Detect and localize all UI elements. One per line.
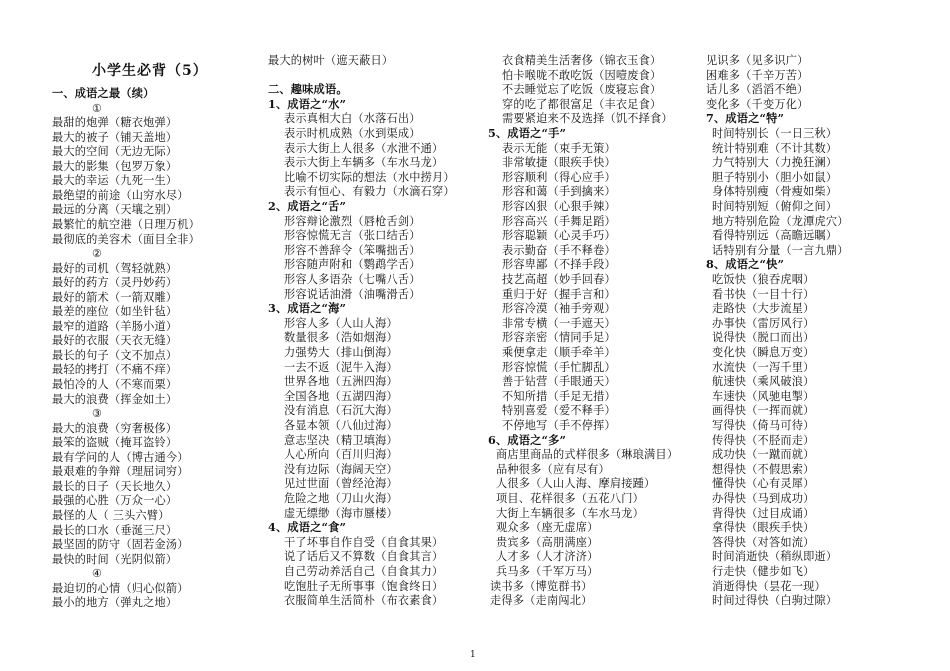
idiom-line: 走路快（大步流星）: [712, 302, 815, 316]
idiom-line: 形容顺利（得心应手）: [502, 170, 616, 184]
idiom-line: 意志坚决（精卫填海）: [284, 433, 398, 447]
idiom-line: 最绝望的前途（山穷水尽）: [52, 188, 189, 202]
idiom-line: 最大的空间（无边无际）: [52, 145, 178, 159]
idiom-line: 变化快（瞬息万变）: [712, 346, 815, 359]
section-heading: 2、成语之“舌”: [268, 199, 347, 213]
idiom-line: 最大的被子（铺天盖地）: [52, 130, 178, 144]
idiom-line: 力气特别大（力挽狂澜）: [712, 156, 838, 170]
idiom-line: 说了话后又不算数（自食其言）: [284, 550, 444, 564]
idiom-line: 最远的分离（天壤之别）: [52, 203, 178, 217]
idiom-line: 没有消息（石沉大海）: [284, 404, 398, 418]
idiom-line: 需要紧迫来不及选择（饥不择食）: [502, 112, 673, 126]
idiom-line: 表示大街上车辆多（车水马龙）: [284, 156, 444, 170]
idiom-line: 最好的司机（驾轻就熟）: [52, 261, 178, 275]
section-heading: 6、成语之“多”: [488, 432, 567, 447]
idiom-line: 力强势大（排山倒海）: [284, 346, 398, 359]
idiom-line: 最艰难的争辩（理屈词穷）: [52, 465, 189, 479]
idiom-line: 变化多（千变万化）: [706, 97, 809, 111]
idiom-line: 形容亲密（情同手足）: [502, 331, 616, 345]
idiom-line: 表示勤奋（手不释卷）: [502, 243, 616, 257]
section-heading: 5、成语之“手”: [488, 126, 567, 140]
idiom-line: 没有边际（海阔天空）: [284, 462, 398, 476]
idiom-line: 见识多（见多识广）: [706, 54, 809, 67]
idiom-line: 最怪的人（ 三头六臂）: [52, 508, 170, 522]
idiom-line: 看得特别远（高瞻远瞩）: [712, 229, 838, 243]
idiom-line: 最大的幸运（九死一生）: [52, 174, 178, 188]
idiom-line: 形容人多（人山人海）: [284, 316, 398, 330]
idiom-line: 最大的树叶（遮天蔽日）: [268, 54, 394, 67]
page-title: 小学生必背（5）: [92, 63, 208, 79]
section-heading: 4、成语之“食”: [268, 520, 347, 535]
idiom-line: 穿的吃了都很富足（丰衣足食）: [502, 97, 662, 111]
idiom-line: 最甜的炮弹（糖衣炮弹）: [52, 116, 178, 130]
idiom-line: 怕卡喉咙不敢吃饭（因噎废食）: [502, 68, 662, 82]
idiom-line: 形容惊慌无言（张口结舌）: [284, 229, 421, 243]
idiom-line: 懂得快（心有灵犀）: [712, 477, 815, 491]
idiom-line: 统计特别难（不计其数）: [712, 141, 838, 155]
idiom-line: 表示大街上人很多（水泄不通）: [284, 141, 444, 155]
idiom-line: 兵马多（千军万马）: [496, 565, 599, 578]
idiom-line: 衣食精美生活奢侈（锦衣玉食）: [502, 54, 662, 67]
idiom-line: 车速快（风驰电掣）: [712, 389, 815, 403]
idiom-line: 人才多（人才济济）: [496, 550, 599, 564]
idiom-line: 吃饭快（狼吞虎咽）: [712, 273, 815, 286]
idiom-line: 形容惊慌（手忙脚乱）: [502, 360, 616, 374]
idiom-line: 一去不返（泥牛入海）: [284, 360, 398, 374]
group-marker: ①: [92, 101, 103, 115]
group-marker: ④: [92, 567, 103, 581]
idiom-line: 最好的药方（灵丹妙药）: [52, 276, 178, 290]
idiom-line: 话特别有分量（一言九鼎）: [712, 243, 849, 257]
idiom-line: 项目、花样很多（五花八门）: [496, 492, 645, 505]
idiom-line: 贵宾多（高朋满座）: [496, 535, 599, 549]
idiom-line: 虚无缥缈（海市蜃楼）: [284, 506, 398, 520]
idiom-line: 走得多（走南闯北）: [490, 594, 593, 608]
idiom-line: 不去睡觉忘了吃饭（废寝忘食）: [502, 83, 662, 97]
idiom-line: 吃饱肚子无所事事（饱食终日）: [284, 579, 444, 593]
idiom-line: 水流快（一泻千里）: [712, 360, 815, 374]
idiom-line: 时间特别短（俯仰之间）: [712, 200, 838, 213]
idiom-line: 形容人多语杂（七嘴八舌）: [284, 273, 421, 286]
idiom-line: 成功快（一蹴而就）: [712, 448, 815, 462]
idiom-line: 最有学问的人（博古通今）: [52, 450, 189, 464]
section-heading: 一、成语之最（续）: [52, 86, 155, 100]
idiom-line: 读书多（博览群书）: [490, 579, 593, 593]
group-marker: ②: [92, 247, 103, 261]
idiom-line: 非常敏捷（眼疾手快）: [502, 156, 616, 170]
idiom-line: 形容凶狠（心狠手辣）: [502, 200, 616, 213]
idiom-line: 困难多（千辛万苦）: [706, 68, 809, 82]
idiom-line: 最快的时间（光阴似箭）: [52, 552, 178, 566]
idiom-line: 形容聪颖（心灵手巧）: [502, 229, 616, 243]
idiom-line: 自己劳动养活自己（自食其力）: [284, 565, 444, 578]
section-heading: 3、成语之“海”: [268, 301, 347, 316]
idiom-line: 时间消逝快（稍纵即逝）: [712, 550, 838, 564]
section-heading: 8、成语之“快”: [706, 257, 785, 272]
idiom-line: 技艺高超（妙手回春）: [502, 273, 616, 286]
idiom-line: 见过世面（曾经沧海）: [284, 477, 398, 491]
idiom-line: 表示无能（束手无策）: [502, 141, 616, 155]
idiom-line: 最窄的道路（羊肠小道）: [52, 319, 178, 333]
idiom-line: 最好的箭术（一箭双雕）: [52, 290, 178, 304]
idiom-line: 表示有恒心、有毅力（水滴石穿）: [284, 185, 455, 199]
idiom-line: 想得快（不假思索）: [712, 462, 815, 476]
idiom-line: 最繁忙的航空港（日理万机）: [52, 217, 201, 231]
idiom-line: 人很多（人山人海、摩肩接踵）: [496, 477, 656, 491]
idiom-line: 最长的句子（文不加点）: [52, 348, 178, 362]
idiom-line: 品种很多（应有尽有）: [496, 462, 610, 476]
idiom-line: 全国各地（五湖四海）: [284, 389, 398, 403]
page-number: 1: [470, 650, 476, 660]
group-marker: ③: [92, 407, 103, 421]
idiom-line: 地方特别危险（龙潭虎穴）: [712, 214, 849, 228]
idiom-line: 时间过得快（白驹过隙）: [712, 594, 838, 608]
idiom-line: 善于钻营（手眼通天）: [502, 375, 616, 389]
idiom-line: 最差的座位（如坐针毡）: [52, 305, 178, 319]
idiom-line: 最迫切的心情（归心似箭）: [52, 581, 189, 595]
idiom-line: 行走快（健步如飞）: [712, 565, 815, 578]
idiom-line: 最轻的拷打（不痛不痒）: [52, 363, 178, 377]
idiom-line: 世界各地（五洲四海）: [284, 375, 398, 389]
idiom-line: 最大的浪费（穷奢极侈）: [52, 421, 178, 435]
idiom-line: 不停地写（手不停挥）: [502, 419, 616, 432]
idiom-line: 重归于好（握手言和）: [502, 287, 616, 301]
idiom-line: 最强的心胜（万众一心）: [52, 494, 178, 508]
idiom-line: 最好的衣服（天衣无缝）: [52, 334, 178, 348]
idiom-line: 看书快（一目十行）: [712, 287, 815, 301]
idiom-line: 最长的日子（天长地久）: [52, 479, 178, 493]
idiom-line: 办得快（马到成功）: [712, 492, 815, 505]
idiom-line: 观众多（座无虚席）: [496, 521, 599, 535]
section-heading: 1、成语之“水”: [268, 96, 347, 111]
idiom-line: 胆子特别小（胆小如鼠）: [712, 170, 838, 184]
idiom-line: 比喻不切实际的想法（水中捞月）: [284, 170, 455, 184]
idiom-line: 最大的浪费（挥金如土）: [52, 392, 178, 406]
idiom-line: 形容随声附和（鹦鹉学舌）: [284, 258, 421, 272]
idiom-line: 数量很多（浩如烟海）: [284, 331, 398, 345]
idiom-line: 非常专横（一手遮天）: [502, 316, 616, 330]
idiom-line: 最小的地方（弹丸之地）: [52, 596, 178, 610]
idiom-line: 表示真相大白（水落石出）: [284, 112, 421, 126]
idiom-line: 航速快（乘风破浪）: [712, 375, 815, 389]
idiom-line: 办事快（雷厉风行）: [712, 316, 815, 330]
idiom-line: 答得快（对答如流）: [712, 535, 815, 549]
idiom-line: 各显本领（八仙过海）: [284, 419, 398, 432]
idiom-line: 最坚固的防守（固若金汤）: [52, 538, 189, 552]
idiom-line: 特别喜爱（爱不释手）: [502, 404, 616, 418]
idiom-line: 最怕冷的人（不寒而栗）: [52, 378, 178, 391]
idiom-line: 背得快（过目成诵）: [712, 506, 815, 520]
idiom-line: 形容和蔼（手到擒来）: [502, 185, 616, 199]
idiom-line: 写得快（倚马可待）: [712, 419, 815, 432]
section-heading: 7、成语之“特”: [706, 111, 785, 126]
idiom-line: 说得快（脱口而出）: [712, 331, 815, 345]
idiom-line: 最笨的盗贼（掩耳盗铃）: [52, 436, 178, 450]
idiom-line: 形容说话油滑（油嘴滑舌）: [284, 287, 421, 301]
idiom-line: 形容卑鄙（不择手段）: [502, 258, 616, 272]
idiom-line: 形容辩论激烈（唇枪舌剑）: [284, 214, 421, 228]
idiom-line: 最彻底的美容术（面目全非）: [52, 232, 201, 246]
idiom-line: 衣服简单生活简朴（布衣素食）: [284, 594, 444, 608]
idiom-line: 不知所措（手足无措）: [502, 389, 616, 403]
idiom-line: 最大的影集（包罗万象）: [52, 159, 178, 173]
idiom-line: 形容高兴（手舞足蹈）: [502, 214, 616, 228]
idiom-line: 干了坏事自作自受（自食其果）: [284, 535, 444, 549]
idiom-line: 拿得快（眼疾手快）: [712, 521, 815, 535]
idiom-line: 画得快（一挥而就）: [712, 404, 815, 418]
idiom-line: 大街上车辆很多（车水马龙）: [496, 506, 645, 520]
idiom-line: 形容冷漠（袖手旁观）: [502, 302, 616, 316]
idiom-line: 最长的口水（垂涎三尺）: [52, 523, 178, 537]
idiom-line: 人心所向（百川归海）: [284, 448, 398, 462]
idiom-line: 传得快（不胫而走）: [712, 433, 815, 447]
idiom-line: 时间特别长（一日三秋）: [712, 127, 838, 140]
idiom-line: 商店里商品的式样很多（琳琅满目）: [496, 448, 679, 462]
idiom-line: 消逝得快（昙花一现）: [712, 579, 826, 593]
idiom-line: 话儿多（滔滔不绝）: [706, 83, 809, 97]
idiom-line: 危险之地（刀山火海）: [284, 492, 398, 505]
idiom-line: 乘便拿走（顺手牵羊）: [502, 346, 616, 359]
idiom-line: 身体特别瘦（骨瘦如柴）: [712, 185, 838, 199]
idiom-line: 形容不善辞令（笨嘴拙舌）: [284, 243, 421, 257]
idiom-line: 表示时机成熟（水到渠成）: [284, 127, 421, 140]
section-heading: 二、趣味成语。: [268, 82, 348, 97]
